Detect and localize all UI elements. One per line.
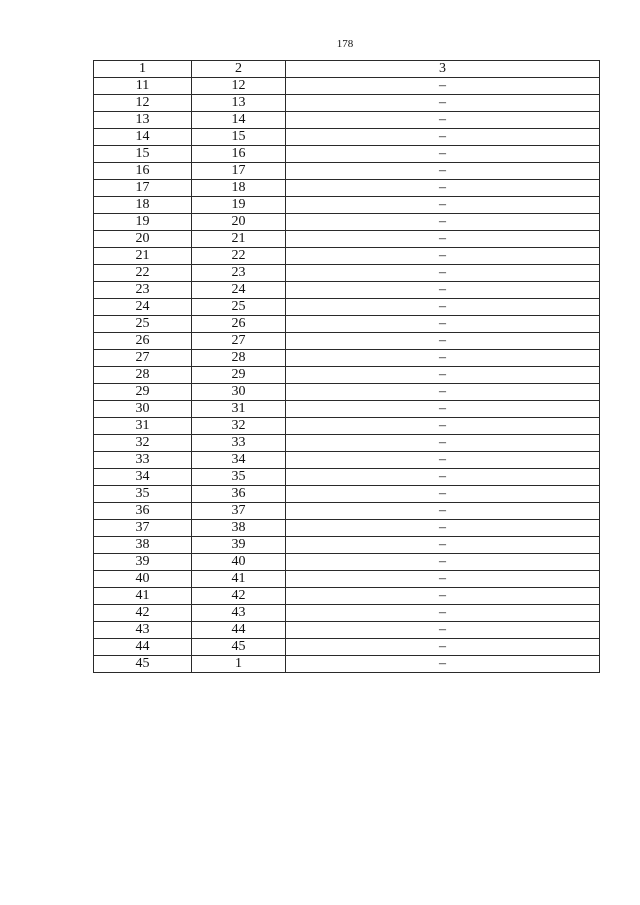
header-row xyxy=(94,61,600,78)
table-cell-col-1: 25 xyxy=(94,316,192,333)
table-cell-col-2: 44 xyxy=(192,622,286,639)
table-cell-col-3: – xyxy=(286,605,600,622)
table-cell-col-3: – xyxy=(286,520,600,537)
table-cell-col-1: 41 xyxy=(94,588,192,605)
table-row xyxy=(94,231,600,248)
table-row xyxy=(94,401,600,418)
table-cell-col-3: – xyxy=(286,571,600,588)
table-row xyxy=(94,95,600,112)
table-cell-col-1: 13 xyxy=(94,112,192,129)
table-cell-col-2: 22 xyxy=(192,248,286,265)
table-cell-col-2: 15 xyxy=(192,129,286,146)
table-cell-col-3: – xyxy=(286,384,600,401)
table-cell-col-2: 13 xyxy=(192,95,286,112)
table-cell-col-3: – xyxy=(286,180,600,197)
table-cell-col-1: 28 xyxy=(94,367,192,384)
table-row xyxy=(94,588,600,605)
table-cell-col-3: – xyxy=(286,469,600,486)
table-cell-col-2: 30 xyxy=(192,384,286,401)
table-cell-col-1: 17 xyxy=(94,180,192,197)
table-row xyxy=(94,605,600,622)
table-cell-col-3: – xyxy=(286,299,600,316)
table-cell-col-3: – xyxy=(286,656,600,673)
table-cell-col-2: 29 xyxy=(192,367,286,384)
table-cell-col-1: 33 xyxy=(94,452,192,469)
table-cell-col-1: 36 xyxy=(94,503,192,520)
data-table xyxy=(93,60,600,673)
table-cell-col-3: – xyxy=(286,401,600,418)
table-cell-col-2: 23 xyxy=(192,265,286,282)
table-cell-col-3: – xyxy=(286,639,600,656)
table-cell-col-1: 26 xyxy=(94,333,192,350)
table-row xyxy=(94,656,600,673)
table-cell-col-1: 18 xyxy=(94,197,192,214)
table-cell-col-1: 24 xyxy=(94,299,192,316)
table-cell-col-3: – xyxy=(286,265,600,282)
table-cell-col-2: 19 xyxy=(192,197,286,214)
table-cell-col-3: – xyxy=(286,163,600,180)
table-cell-col-2: 34 xyxy=(192,452,286,469)
table-cell-col-2: 18 xyxy=(192,180,286,197)
table-cell-col-2: 41 xyxy=(192,571,286,588)
table-cell-col-1: 22 xyxy=(94,265,192,282)
table-row xyxy=(94,503,600,520)
table-cell-col-3: – xyxy=(286,503,600,520)
table-cell-col-2: 43 xyxy=(192,605,286,622)
table-row xyxy=(94,129,600,146)
table-cell-col-2: 1 xyxy=(192,656,286,673)
table-row xyxy=(94,554,600,571)
table-cell-col-1: 20 xyxy=(94,231,192,248)
table-cell-col-1: 34 xyxy=(94,469,192,486)
table-row xyxy=(94,316,600,333)
table-cell-col-1: 42 xyxy=(94,605,192,622)
table-header xyxy=(94,61,600,78)
table-cell-col-3: – xyxy=(286,486,600,503)
table-cell-col-3: – xyxy=(286,112,600,129)
table-row xyxy=(94,197,600,214)
table-body xyxy=(94,78,600,673)
table-row xyxy=(94,469,600,486)
table-cell-col-1: 11 xyxy=(94,78,192,95)
table-cell-col-3: – xyxy=(286,367,600,384)
table-cell-col-2: 35 xyxy=(192,469,286,486)
table-cell-col-3: – xyxy=(286,129,600,146)
table-cell-col-3: – xyxy=(286,418,600,435)
table-cell-col-3: – xyxy=(286,248,600,265)
table-cell-col-2: 25 xyxy=(192,299,286,316)
table-cell-col-2: 24 xyxy=(192,282,286,299)
table-row xyxy=(94,486,600,503)
table-cell-col-3: – xyxy=(286,146,600,163)
table-cell-col-1: 30 xyxy=(94,401,192,418)
table-cell-col-2: 27 xyxy=(192,333,286,350)
table-cell-col-3: – xyxy=(286,214,600,231)
page-number: 178 xyxy=(336,38,354,50)
table-row xyxy=(94,367,600,384)
header-cell-1: 1 xyxy=(94,61,192,78)
table-cell-col-1: 37 xyxy=(94,520,192,537)
table-row xyxy=(94,265,600,282)
table-cell-col-1: 16 xyxy=(94,163,192,180)
table-cell-col-3: – xyxy=(286,537,600,554)
table-cell-col-2: 28 xyxy=(192,350,286,367)
table-row xyxy=(94,639,600,656)
table-row xyxy=(94,78,600,95)
table-cell-col-2: 12 xyxy=(192,78,286,95)
table-row xyxy=(94,418,600,435)
table-cell-col-1: 15 xyxy=(94,146,192,163)
table-cell-col-3: – xyxy=(286,588,600,605)
table-row xyxy=(94,299,600,316)
table-row xyxy=(94,350,600,367)
table-cell-col-3: – xyxy=(286,452,600,469)
table-cell-col-2: 16 xyxy=(192,146,286,163)
table-cell-col-1: 23 xyxy=(94,282,192,299)
table-cell-col-2: 38 xyxy=(192,520,286,537)
table-cell-col-3: – xyxy=(286,282,600,299)
table-cell-col-1: 32 xyxy=(94,435,192,452)
table-row xyxy=(94,622,600,639)
table-cell-col-1: 40 xyxy=(94,571,192,588)
table-cell-col-3: – xyxy=(286,622,600,639)
table-row xyxy=(94,520,600,537)
header-cell-2: 2 xyxy=(192,61,286,78)
table-row xyxy=(94,452,600,469)
table-cell-col-3: – xyxy=(286,333,600,350)
table-cell-col-2: 17 xyxy=(192,163,286,180)
table-cell-col-3: – xyxy=(286,231,600,248)
table-row xyxy=(94,571,600,588)
table-cell-col-1: 29 xyxy=(94,384,192,401)
table-row xyxy=(94,282,600,299)
table-row xyxy=(94,163,600,180)
table-cell-col-2: 36 xyxy=(192,486,286,503)
table-cell-col-2: 45 xyxy=(192,639,286,656)
table-cell-col-2: 37 xyxy=(192,503,286,520)
table-row xyxy=(94,333,600,350)
table-row xyxy=(94,214,600,231)
table-cell-col-1: 21 xyxy=(94,248,192,265)
table-cell-col-1: 43 xyxy=(94,622,192,639)
table-row xyxy=(94,384,600,401)
table-cell-col-2: 26 xyxy=(192,316,286,333)
table-cell-col-2: 20 xyxy=(192,214,286,231)
table-cell-col-3: – xyxy=(286,78,600,95)
table-cell-col-3: – xyxy=(286,554,600,571)
table-cell-col-1: 45 xyxy=(94,656,192,673)
table-cell-col-2: 42 xyxy=(192,588,286,605)
table-cell-col-3: – xyxy=(286,316,600,333)
table-cell-col-1: 39 xyxy=(94,554,192,571)
table-row xyxy=(94,435,600,452)
table-cell-col-2: 39 xyxy=(192,537,286,554)
table-cell-col-2: 32 xyxy=(192,418,286,435)
table-cell-col-3: – xyxy=(286,95,600,112)
table-cell-col-2: 14 xyxy=(192,112,286,129)
table-cell-col-1: 38 xyxy=(94,537,192,554)
table-cell-col-2: 31 xyxy=(192,401,286,418)
table-cell-col-1: 31 xyxy=(94,418,192,435)
table-cell-col-3: – xyxy=(286,197,600,214)
table-row xyxy=(94,112,600,129)
table-cell-col-2: 33 xyxy=(192,435,286,452)
table-row xyxy=(94,248,600,265)
header-cell-3: 3 xyxy=(286,61,600,78)
table-cell-col-1: 12 xyxy=(94,95,192,112)
table-cell-col-1: 27 xyxy=(94,350,192,367)
table-cell-col-3: – xyxy=(286,350,600,367)
table-row xyxy=(94,146,600,163)
table-cell-col-1: 19 xyxy=(94,214,192,231)
table-cell-col-2: 40 xyxy=(192,554,286,571)
table-cell-col-1: 44 xyxy=(94,639,192,656)
table-cell-col-2: 21 xyxy=(192,231,286,248)
table-cell-col-1: 35 xyxy=(94,486,192,503)
table-row xyxy=(94,180,600,197)
table-row xyxy=(94,537,600,554)
table-cell-col-1: 14 xyxy=(94,129,192,146)
table-cell-col-3: – xyxy=(286,435,600,452)
